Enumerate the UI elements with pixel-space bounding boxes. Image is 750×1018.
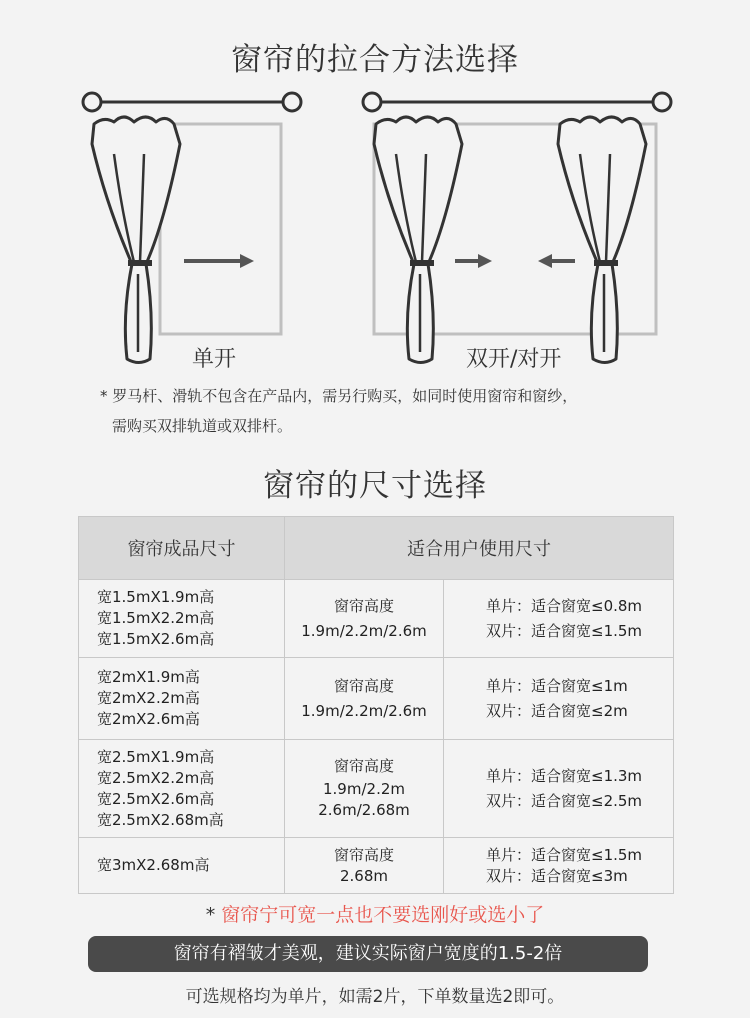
header-product-size: 窗帘成品尺寸 <box>79 517 285 580</box>
table-row <box>79 658 674 740</box>
height-value: 2.68m <box>339 866 388 885</box>
size-value: 宽2.5mX2.2m高 <box>97 768 215 787</box>
size-cell <box>79 580 285 658</box>
width-warning <box>0 900 750 927</box>
fit-double: 双片：适合窗宽≤2m <box>486 701 628 720</box>
size-value: 宽2mX2.2m高 <box>97 689 200 707</box>
height-label: 窗帘高度 <box>333 676 394 695</box>
section-title-size: 窗帘的尺寸选择 <box>263 468 487 504</box>
single-opening-caption: 单开 <box>192 347 237 372</box>
header-fit-size: 适合用户使用尺寸 <box>285 517 674 580</box>
height-label: 窗帘高度 <box>333 596 394 615</box>
rod-note-line-1: * 罗马杆、滑轨不包含在产品内，需另行购买，如同时使用窗帘和窗纱， <box>100 387 578 405</box>
warning-asterisk: * <box>205 904 222 926</box>
fit-cell <box>444 580 674 658</box>
height-cell <box>285 658 444 740</box>
size-value: 宽1.5mX2.2m高 <box>97 609 215 627</box>
rod-end-icon <box>653 93 671 111</box>
fit-double: 双片：适合窗宽≤2.5m <box>486 791 643 810</box>
size-value: 宽2mX2.6m高 <box>97 710 200 728</box>
size-table-header <box>79 517 674 580</box>
size-table <box>78 516 674 894</box>
height-value: 2.6m/2.68m <box>318 801 410 819</box>
height-cell <box>285 740 444 838</box>
size-value: 宽3mX2.68m高 <box>97 856 210 874</box>
rod-end-icon <box>83 93 101 111</box>
arrow-right-icon <box>478 254 492 268</box>
size-value: 宽2.5mX2.6m高 <box>97 789 215 808</box>
section-title-opening-method: 窗帘的拉合方法选择 <box>231 42 519 78</box>
height-cell <box>285 580 444 658</box>
size-cell <box>79 658 285 740</box>
warning-text: 窗帘宁可宽一点也不要选刚好或选小了 <box>221 904 545 926</box>
size-value: 宽1.5mX1.9m高 <box>97 588 215 606</box>
table-row <box>79 838 674 894</box>
height-value: 1.9m/2.2m/2.6m <box>301 701 427 720</box>
fit-cell <box>444 740 674 838</box>
fit-double: 双片：适合窗宽≤3m <box>486 866 628 885</box>
height-cell <box>285 838 444 894</box>
height-value: 1.9m/2.2m <box>323 780 405 798</box>
size-value: 宽1.5mX2.6m高 <box>97 630 215 648</box>
size-cell <box>79 740 285 838</box>
fit-cell <box>444 838 674 894</box>
fit-single: 单片：适合窗宽≤1m <box>486 676 628 695</box>
fit-single: 单片：适合窗宽≤1.3m <box>486 766 643 785</box>
table-row <box>79 580 674 658</box>
fit-cell <box>444 658 674 740</box>
fit-double: 双片：适合窗宽≤1.5m <box>486 621 643 640</box>
curtain-opening-illustration <box>0 0 750 370</box>
arrow-right-icon <box>240 254 254 268</box>
rod-note-line-2: 需购买双排轨道或双排杆。 <box>112 417 293 435</box>
fit-single: 单片：适合窗宽≤1.5m <box>486 845 643 864</box>
size-cell <box>79 838 285 894</box>
height-value: 1.9m/2.2m/2.6m <box>301 621 427 640</box>
quantity-note: 可选规格均为单片，如需2片，下单数量选2即可。 <box>185 987 565 1007</box>
height-label: 窗帘高度 <box>333 757 394 775</box>
rod-end-icon <box>363 93 381 111</box>
size-value: 宽2.5mX2.68m高 <box>97 810 224 829</box>
size-value: 宽2mX1.9m高 <box>97 668 200 686</box>
height-label: 窗帘高度 <box>333 845 394 864</box>
table-row <box>79 740 674 838</box>
rod-end-icon <box>283 93 301 111</box>
size-value: 宽2.5mX1.9m高 <box>97 747 215 766</box>
arrow-left-icon <box>538 254 552 268</box>
pleat-advice-banner: 窗帘有褶皱才美观，建议实际窗户宽度的1.5-2倍 <box>88 936 648 972</box>
fit-single: 单片：适合窗宽≤0.8m <box>486 596 643 615</box>
double-opening-caption: 双开/对开 <box>466 347 562 372</box>
